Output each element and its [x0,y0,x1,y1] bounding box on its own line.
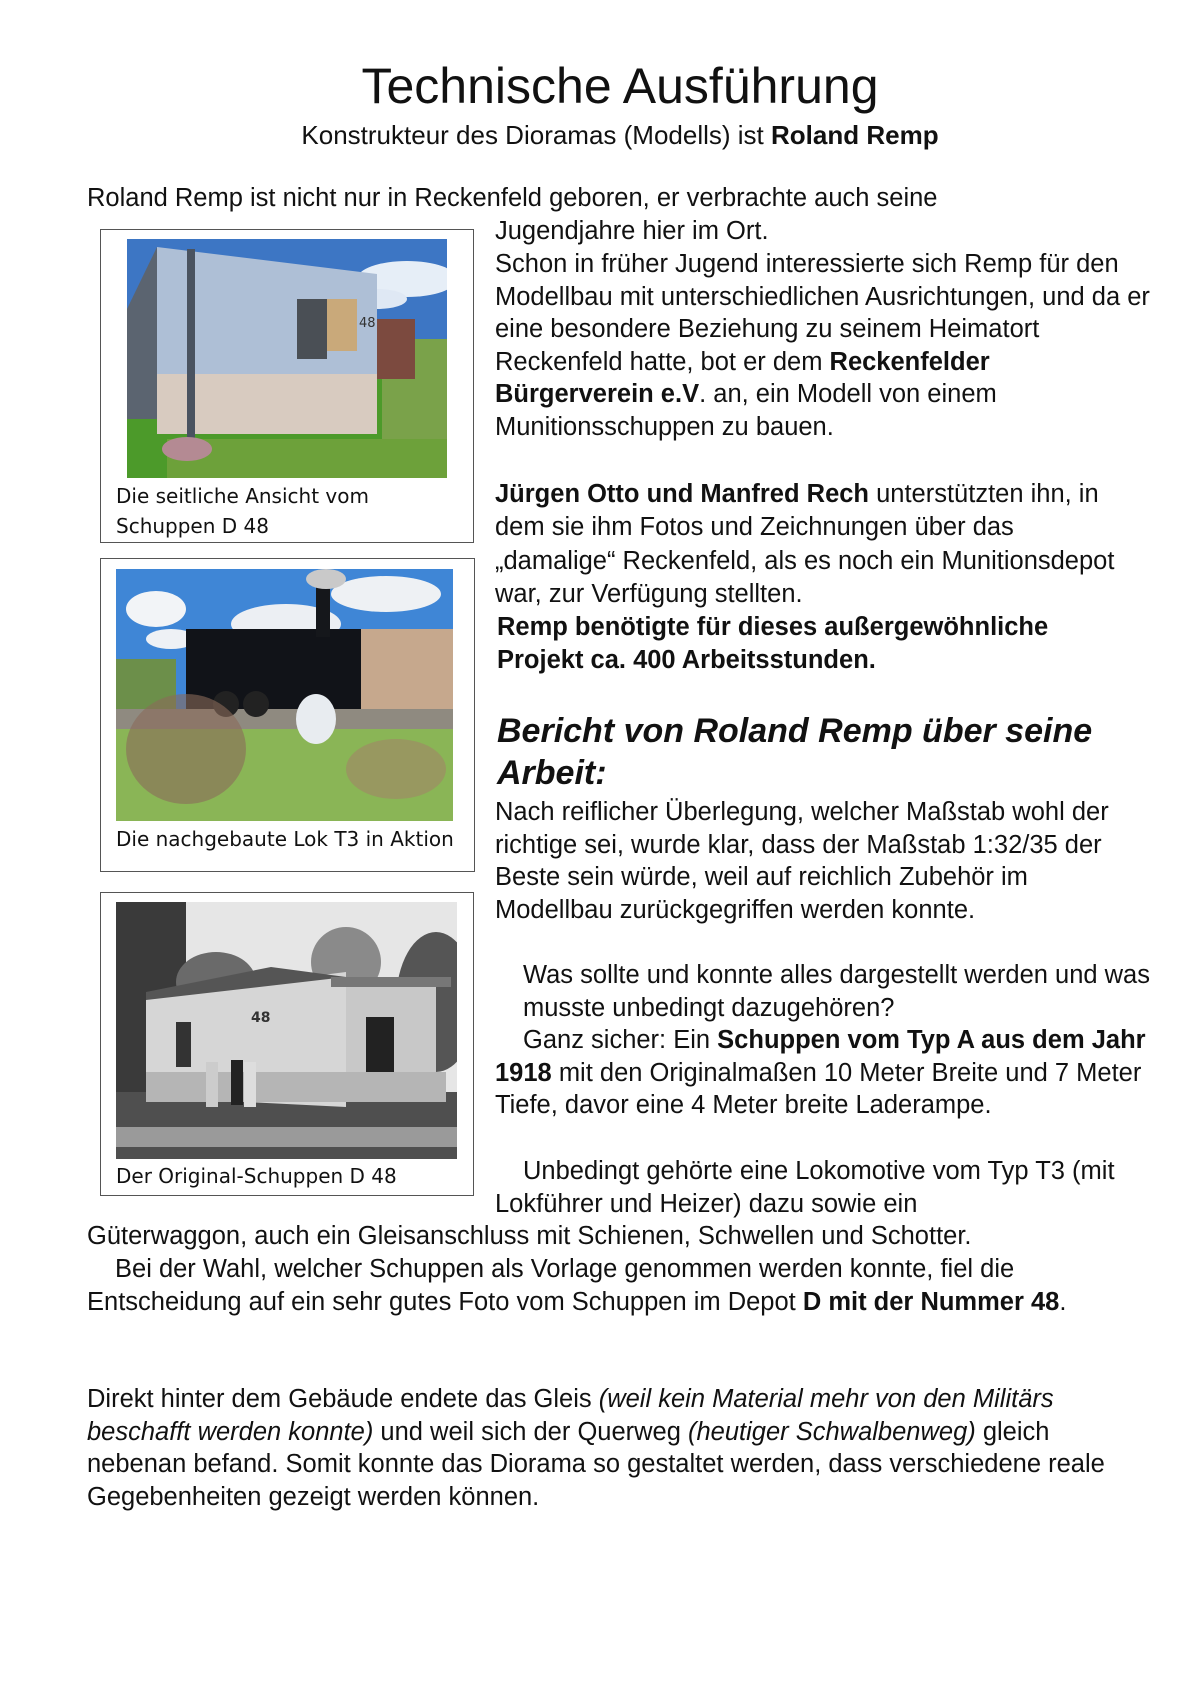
intro-p2-bold: Reckenfelder Bürgerverein e.V [495,347,990,409]
figure-original-shed [100,892,474,1196]
figure-1-caption: Die seitliche Ansicht vom Schuppen D 48 [116,484,369,538]
report-paragraph-2: Was sollte und konnte alles dargestellt werden und was musste unbedingt dazugehören? [523,961,1150,1022]
photo-shed-model [127,239,447,478]
intro-p4-bold: Remp benötigte für dieses außergewöhnliche Projekt ca. 400 Arbeitsstunden. [497,613,1049,674]
subtitle-author: Roland Remp [771,120,939,150]
report-paragraph-5 [87,1253,1147,1318]
intro-line-1: Roland Remp ist nicht nur in Reckenfeld geboren, er verbrachte auch seine [87,184,938,212]
report-p5-text: Bei der Wahl, welcher Schuppen als Vorlage genommen werden konnte, fiel die Entscheidung auf ein sehr gutes Foto vom Schuppen im Depot [87,1255,1015,1316]
intro-paragraph-2 [495,248,1155,444]
original-shed-number: 48 [251,1010,271,1026]
intro-paragraph-3b: „damalige“ Reckenfeld, als es noch ein Munitionsdepot war, zur Verfügung stellten. [495,547,1115,608]
closing-italic-2: (heutiger Schwalbenweg) [688,1417,976,1446]
intro-line-2: Jugendjahre hier im Ort. [495,217,769,245]
report-p3-text-end: mit den Originalmaßen 10 Meter Breite und 7 Meter Tiefe, davor eine 4 Meter breite Laderampe. [495,1058,1142,1120]
figure-3-caption: Der Original-Schuppen D 48 [116,1164,397,1188]
shed-number-label: 48 [359,316,376,331]
intro-p3-text: unterstützten ihn, in dem sie ihm Fotos und Zeichnungen über das [495,480,1099,541]
report-p3-bold: Schuppen vom Typ A aus dem Jahr 1918 [495,1026,1146,1087]
page-subtitle [0,119,1200,151]
figure-shed-side-view [100,229,474,543]
intro-p2-text: Schon in früher Jugend interessierte sich Remp für den Modellbau mit unterschiedlichen Ausrichtungen, und da er eine besondere Beziehung zu seinem Heimatort Reckenfeld hatte, bot er dem [495,250,1150,376]
page-title: Technische Ausführung [361,58,879,114]
figure-2-caption: Die nachgebaute Lok T3 in Aktion [116,827,454,851]
report-p3-text: Ganz sicher: Ein [523,1026,718,1054]
report-p5-bold: D mit der Nummer 48 [802,1287,1060,1316]
report-paragraph-4b: Güterwaggon, auch ein Gleisanschluss mit Schienen, Schwellen und Schotter. [87,1222,972,1250]
report-paragraph-3 [495,1024,1155,1122]
report-heading: Bericht von Roland Remp über seine Arbeit: [497,712,1093,792]
closing-italic-1: (weil kein Material mehr von den Militärs beschafft werden konnte) [87,1385,1054,1446]
subtitle-text: Konstrukteur des Dioramas (Modells) ist [301,120,772,150]
closing-text-3: gleich nebenan befand. Somit konnte das Diorama so gestaltet werden, dass verschiedene reale Gegebenheiten gezeigt werden können. [87,1417,1105,1511]
report-paragraph-1: Nach reiflicher Überlegung, welcher Maßstab wohl der richtige sei, wurde klar, dass der Maßstab 1:32/35 der Beste sein würde, weil auf reichlich Zubehör im Modellbau zurückgegriffen werden konnte. [495,798,1109,924]
intro-p2-text-end: . an, ein Modell von einem Munitionsschuppen zu bauen. [495,380,997,441]
intro-paragraph-4 [497,611,1117,676]
photo-locomotive-t3 [116,569,453,821]
closing-text-1: Direkt hinter dem Gebäude endete das Gleis [87,1385,599,1413]
intro-p3-bold: Jürgen Otto und Manfred Rech [495,480,870,508]
figure-locomotive [100,558,475,872]
closing-paragraph [87,1383,1147,1513]
closing-text-2: und weil sich der Querweg [373,1417,688,1446]
intro-paragraph-3 [495,478,1155,543]
report-paragraph-4a: Unbedingt gehörte eine Lokomotive vom Typ T3 (mit Lokführer und Heizer) dazu sowie ein [495,1157,1115,1218]
photo-original-shed-historic [116,902,457,1159]
report-p5-end: . [1059,1287,1067,1316]
